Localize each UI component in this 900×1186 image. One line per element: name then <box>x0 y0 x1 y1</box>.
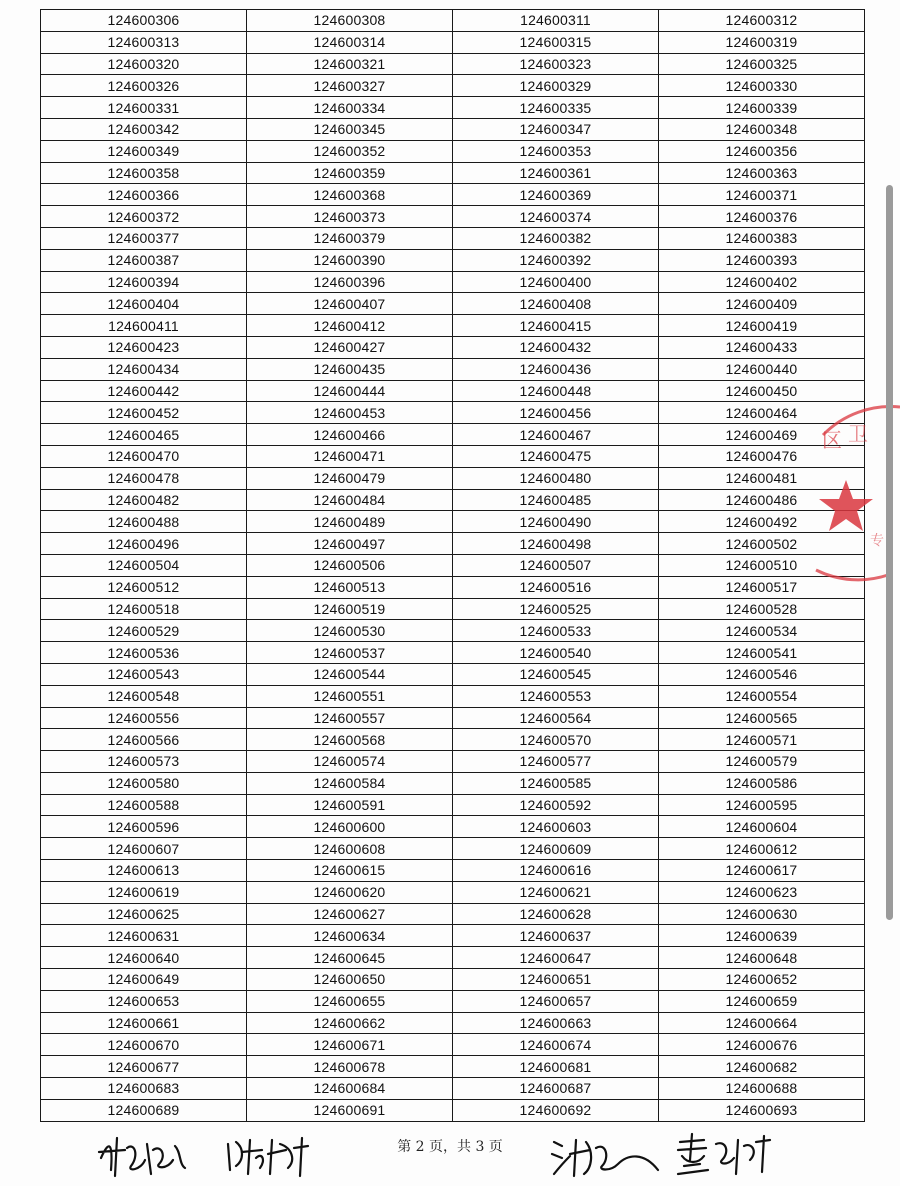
table-row <box>41 1034 865 1056</box>
handwritten-signature-icon <box>670 1130 780 1182</box>
table-cell: 124600349 <box>41 140 247 162</box>
table-cell: 124600327 <box>247 75 453 97</box>
table-cell: 124600331 <box>41 97 247 119</box>
table-row <box>41 10 865 32</box>
table-cell: 124600393 <box>659 249 865 271</box>
table-cell: 124600480 <box>453 467 659 489</box>
table-cell: 124600616 <box>453 860 659 882</box>
table-cell: 124600681 <box>453 1056 659 1078</box>
table-cell: 124600604 <box>659 816 865 838</box>
table-cell: 124600486 <box>659 489 865 511</box>
scrollbar-thumb[interactable] <box>886 185 893 920</box>
table-row <box>41 642 865 664</box>
table-cell: 124600311 <box>453 10 659 32</box>
table-row <box>41 489 865 511</box>
handwritten-signature-icon <box>95 1130 190 1182</box>
table-cell: 124600361 <box>453 162 659 184</box>
table-cell: 124600312 <box>659 10 865 32</box>
svg-text:专: 专 <box>870 533 884 549</box>
table-cell: 124600409 <box>659 293 865 315</box>
table-row <box>41 227 865 249</box>
table-cell: 124600466 <box>247 424 453 446</box>
table-cell: 124600419 <box>659 315 865 337</box>
table-cell: 124600402 <box>659 271 865 293</box>
table-row <box>41 794 865 816</box>
table-cell: 124600691 <box>247 1099 453 1121</box>
table-row <box>41 881 865 903</box>
table-cell: 124600476 <box>659 445 865 467</box>
table-row <box>41 358 865 380</box>
table-cell: 124600693 <box>659 1099 865 1121</box>
table-cell: 124600442 <box>41 380 247 402</box>
table-cell: 124600427 <box>247 336 453 358</box>
table-cell: 124600603 <box>453 816 659 838</box>
table-row <box>41 380 865 402</box>
table-row <box>41 947 865 969</box>
table-cell: 124600553 <box>453 685 659 707</box>
table-cell: 124600554 <box>659 685 865 707</box>
table-row <box>41 31 865 53</box>
table-cell: 124600394 <box>41 271 247 293</box>
table-cell: 124600498 <box>453 533 659 555</box>
table-row <box>41 162 865 184</box>
table-row <box>41 1078 865 1100</box>
table-cell: 124600314 <box>247 31 453 53</box>
table-body <box>41 10 865 1122</box>
table-cell: 124600619 <box>41 881 247 903</box>
table-row <box>41 445 865 467</box>
table-cell: 124600627 <box>247 903 453 925</box>
table-cell: 124600571 <box>659 729 865 751</box>
table-cell: 124600383 <box>659 227 865 249</box>
table-cell: 124600482 <box>41 489 247 511</box>
table-cell: 124600404 <box>41 293 247 315</box>
table-cell: 124600306 <box>41 10 247 32</box>
table-cell: 124600663 <box>453 1012 659 1034</box>
table-cell: 124600359 <box>247 162 453 184</box>
table-cell: 124600689 <box>41 1099 247 1121</box>
table-cell: 124600596 <box>41 816 247 838</box>
table-cell: 124600371 <box>659 184 865 206</box>
page-indicator: 第 2 页，共 3 页 <box>397 1139 503 1155</box>
table-row <box>41 685 865 707</box>
table-cell: 124600502 <box>659 533 865 555</box>
table-cell: 124600512 <box>41 576 247 598</box>
table-cell: 124600580 <box>41 772 247 794</box>
table-cell: 124600450 <box>659 380 865 402</box>
table-cell: 124600440 <box>659 358 865 380</box>
table-cell: 124600645 <box>247 947 453 969</box>
table-cell: 124600334 <box>247 97 453 119</box>
table-cell: 124600320 <box>41 53 247 75</box>
table-cell: 124600369 <box>453 184 659 206</box>
table-cell: 124600528 <box>659 598 865 620</box>
table-cell: 124600517 <box>659 576 865 598</box>
table-cell: 124600453 <box>247 402 453 424</box>
table-cell: 124600650 <box>247 969 453 991</box>
table-row <box>41 467 865 489</box>
handwritten-signature-icon <box>548 1130 663 1182</box>
table-cell: 124600374 <box>453 206 659 228</box>
table-cell: 124600683 <box>41 1078 247 1100</box>
table-cell: 124600345 <box>247 118 453 140</box>
table-cell: 124600647 <box>453 947 659 969</box>
table-cell: 124600444 <box>247 380 453 402</box>
table-row <box>41 249 865 271</box>
table-cell: 124600325 <box>659 53 865 75</box>
table-cell: 124600481 <box>659 467 865 489</box>
table-cell: 124600678 <box>247 1056 453 1078</box>
table-cell: 124600677 <box>41 1056 247 1078</box>
table-cell: 124600671 <box>247 1034 453 1056</box>
table-cell: 124600588 <box>41 794 247 816</box>
table-cell: 124600519 <box>247 598 453 620</box>
table-cell: 124600319 <box>659 31 865 53</box>
table-cell: 124600540 <box>453 642 659 664</box>
table-cell: 124600339 <box>659 97 865 119</box>
table-cell: 124600655 <box>247 990 453 1012</box>
table-cell: 124600492 <box>659 511 865 533</box>
table-cell: 124600353 <box>453 140 659 162</box>
table-row <box>41 1012 865 1034</box>
table-cell: 124600546 <box>659 663 865 685</box>
table-cell: 124600570 <box>453 729 659 751</box>
table-cell: 124600687 <box>453 1078 659 1100</box>
table-cell: 124600342 <box>41 118 247 140</box>
table-cell: 124600456 <box>453 402 659 424</box>
table-row <box>41 53 865 75</box>
table-cell: 124600670 <box>41 1034 247 1056</box>
table-cell: 124600574 <box>247 751 453 773</box>
table-cell: 124600471 <box>247 445 453 467</box>
table-cell: 124600625 <box>41 903 247 925</box>
table-cell: 124600525 <box>453 598 659 620</box>
table-cell: 124600657 <box>453 990 659 1012</box>
table-cell: 124600464 <box>659 402 865 424</box>
table-row <box>41 838 865 860</box>
table-row <box>41 118 865 140</box>
table-row <box>41 620 865 642</box>
table-row <box>41 772 865 794</box>
table-row <box>41 1056 865 1078</box>
table-cell: 124600529 <box>41 620 247 642</box>
table-cell: 124600315 <box>453 31 659 53</box>
table-cell: 124600323 <box>453 53 659 75</box>
table-cell: 124600676 <box>659 1034 865 1056</box>
table-cell: 124600613 <box>41 860 247 882</box>
table-row <box>41 1099 865 1121</box>
table-cell: 124600548 <box>41 685 247 707</box>
table-cell: 124600664 <box>659 1012 865 1034</box>
table-cell: 124600507 <box>453 554 659 576</box>
table-cell: 124600659 <box>659 990 865 1012</box>
table-cell: 124600321 <box>247 53 453 75</box>
table-cell: 124600396 <box>247 271 453 293</box>
table-cell: 124600536 <box>41 642 247 664</box>
table-row <box>41 140 865 162</box>
table-cell: 124600436 <box>453 358 659 380</box>
table-cell: 124600368 <box>247 184 453 206</box>
svg-text:卫: 卫 <box>848 422 868 446</box>
table-cell: 124600434 <box>41 358 247 380</box>
handwritten-signature-icon <box>222 1130 317 1182</box>
table-cell: 124600411 <box>41 315 247 337</box>
table-cell: 124600692 <box>453 1099 659 1121</box>
table-cell: 124600490 <box>453 511 659 533</box>
table-cell: 124600356 <box>659 140 865 162</box>
table-cell: 124600568 <box>247 729 453 751</box>
table-cell: 124600496 <box>41 533 247 555</box>
table-cell: 124600621 <box>453 881 659 903</box>
table-cell: 124600513 <box>247 576 453 598</box>
table-cell: 124600475 <box>453 445 659 467</box>
table-cell: 124600544 <box>247 663 453 685</box>
table-cell: 124600533 <box>453 620 659 642</box>
table-cell: 124600415 <box>453 315 659 337</box>
table-cell: 124600537 <box>247 642 453 664</box>
table-cell: 124600530 <box>247 620 453 642</box>
table-cell: 124600662 <box>247 1012 453 1034</box>
table-cell: 124600688 <box>659 1078 865 1100</box>
table-cell: 124600684 <box>247 1078 453 1100</box>
table-cell: 124600497 <box>247 533 453 555</box>
table-cell: 124600448 <box>453 380 659 402</box>
table-cell: 124600433 <box>659 336 865 358</box>
table-cell: 124600479 <box>247 467 453 489</box>
svg-text:区: 区 <box>822 428 842 452</box>
table-cell: 124600534 <box>659 620 865 642</box>
table-row <box>41 206 865 228</box>
table-cell: 124600387 <box>41 249 247 271</box>
table-cell: 124600634 <box>247 925 453 947</box>
table-cell: 124600506 <box>247 554 453 576</box>
table-cell: 124600488 <box>41 511 247 533</box>
table-cell: 124600376 <box>659 206 865 228</box>
table-row <box>41 729 865 751</box>
table-cell: 124600467 <box>453 424 659 446</box>
table-cell: 124600652 <box>659 969 865 991</box>
table-cell: 124600565 <box>659 707 865 729</box>
table-cell: 124600352 <box>247 140 453 162</box>
table-cell: 124600452 <box>41 402 247 424</box>
table-cell: 124600373 <box>247 206 453 228</box>
table-cell: 124600348 <box>659 118 865 140</box>
table-cell: 124600326 <box>41 75 247 97</box>
table-cell: 124600600 <box>247 816 453 838</box>
table-cell: 124600489 <box>247 511 453 533</box>
table-row <box>41 533 865 555</box>
table-cell: 124600620 <box>247 881 453 903</box>
table-row <box>41 424 865 446</box>
table-cell: 124600390 <box>247 249 453 271</box>
table-cell: 124600400 <box>453 271 659 293</box>
table-row <box>41 336 865 358</box>
table-cell: 124600640 <box>41 947 247 969</box>
table-cell: 124600557 <box>247 707 453 729</box>
table-cell: 124600308 <box>247 10 453 32</box>
table-row <box>41 598 865 620</box>
table-cell: 124600630 <box>659 903 865 925</box>
table-row <box>41 402 865 424</box>
table-row <box>41 860 865 882</box>
table-cell: 124600363 <box>659 162 865 184</box>
table-cell: 124600545 <box>453 663 659 685</box>
table-cell: 124600504 <box>41 554 247 576</box>
table-cell: 124600377 <box>41 227 247 249</box>
table-cell: 124600661 <box>41 1012 247 1034</box>
page-footer <box>0 1130 900 1186</box>
table-cell: 124600407 <box>247 293 453 315</box>
table-cell: 124600674 <box>453 1034 659 1056</box>
id-number-table <box>40 9 865 1122</box>
table-cell: 124600412 <box>247 315 453 337</box>
table-cell: 124600478 <box>41 467 247 489</box>
table-row <box>41 554 865 576</box>
table-cell: 124600651 <box>453 969 659 991</box>
table-cell: 124600541 <box>659 642 865 664</box>
table-row <box>41 903 865 925</box>
table-cell: 124600615 <box>247 860 453 882</box>
table-cell: 124600595 <box>659 794 865 816</box>
table-cell: 124600408 <box>453 293 659 315</box>
table-cell: 124600609 <box>453 838 659 860</box>
table-row <box>41 271 865 293</box>
table-cell: 124600469 <box>659 424 865 446</box>
table-row <box>41 293 865 315</box>
table-cell: 124600648 <box>659 947 865 969</box>
table-cell: 124600682 <box>659 1056 865 1078</box>
table-cell: 124600591 <box>247 794 453 816</box>
table-cell: 124600510 <box>659 554 865 576</box>
table-cell: 124600639 <box>659 925 865 947</box>
table-cell: 124600485 <box>453 489 659 511</box>
table-cell: 124600631 <box>41 925 247 947</box>
table-cell: 124600335 <box>453 97 659 119</box>
table-row <box>41 576 865 598</box>
table-cell: 124600313 <box>41 31 247 53</box>
table-row <box>41 315 865 337</box>
table-cell: 124600330 <box>659 75 865 97</box>
table-cell: 124600329 <box>453 75 659 97</box>
table-cell: 124600607 <box>41 838 247 860</box>
table-cell: 124600392 <box>453 249 659 271</box>
table-cell: 124600585 <box>453 772 659 794</box>
table-row <box>41 75 865 97</box>
table-cell: 124600470 <box>41 445 247 467</box>
table-cell: 124600543 <box>41 663 247 685</box>
table-cell: 124600623 <box>659 881 865 903</box>
table-cell: 124600366 <box>41 184 247 206</box>
table-cell: 124600617 <box>659 860 865 882</box>
table-row <box>41 925 865 947</box>
table-row <box>41 969 865 991</box>
table-cell: 124600584 <box>247 772 453 794</box>
table-cell: 124600423 <box>41 336 247 358</box>
table-row <box>41 751 865 773</box>
table-cell: 124600518 <box>41 598 247 620</box>
table-cell: 124600382 <box>453 227 659 249</box>
table-cell: 124600379 <box>247 227 453 249</box>
table-row <box>41 816 865 838</box>
table-cell: 124600564 <box>453 707 659 729</box>
table-cell: 124600347 <box>453 118 659 140</box>
table-cell: 124600516 <box>453 576 659 598</box>
table-cell: 124600465 <box>41 424 247 446</box>
table-cell: 124600577 <box>453 751 659 773</box>
table-cell: 124600484 <box>247 489 453 511</box>
table-cell: 124600586 <box>659 772 865 794</box>
table-cell: 124600432 <box>453 336 659 358</box>
table-row <box>41 511 865 533</box>
table-cell: 124600649 <box>41 969 247 991</box>
table-cell: 124600372 <box>41 206 247 228</box>
table-cell: 124600608 <box>247 838 453 860</box>
table-cell: 124600628 <box>453 903 659 925</box>
table-cell: 124600612 <box>659 838 865 860</box>
table-cell: 124600435 <box>247 358 453 380</box>
table-cell: 124600556 <box>41 707 247 729</box>
table-cell: 124600566 <box>41 729 247 751</box>
table-row <box>41 97 865 119</box>
table-cell: 124600579 <box>659 751 865 773</box>
table-cell: 124600573 <box>41 751 247 773</box>
table-row <box>41 707 865 729</box>
table-cell: 124600592 <box>453 794 659 816</box>
table-row <box>41 184 865 206</box>
table-cell: 124600358 <box>41 162 247 184</box>
table-cell: 124600551 <box>247 685 453 707</box>
table-cell: 124600637 <box>453 925 659 947</box>
table-row <box>41 663 865 685</box>
table-cell: 124600653 <box>41 990 247 1012</box>
table-row <box>41 990 865 1012</box>
